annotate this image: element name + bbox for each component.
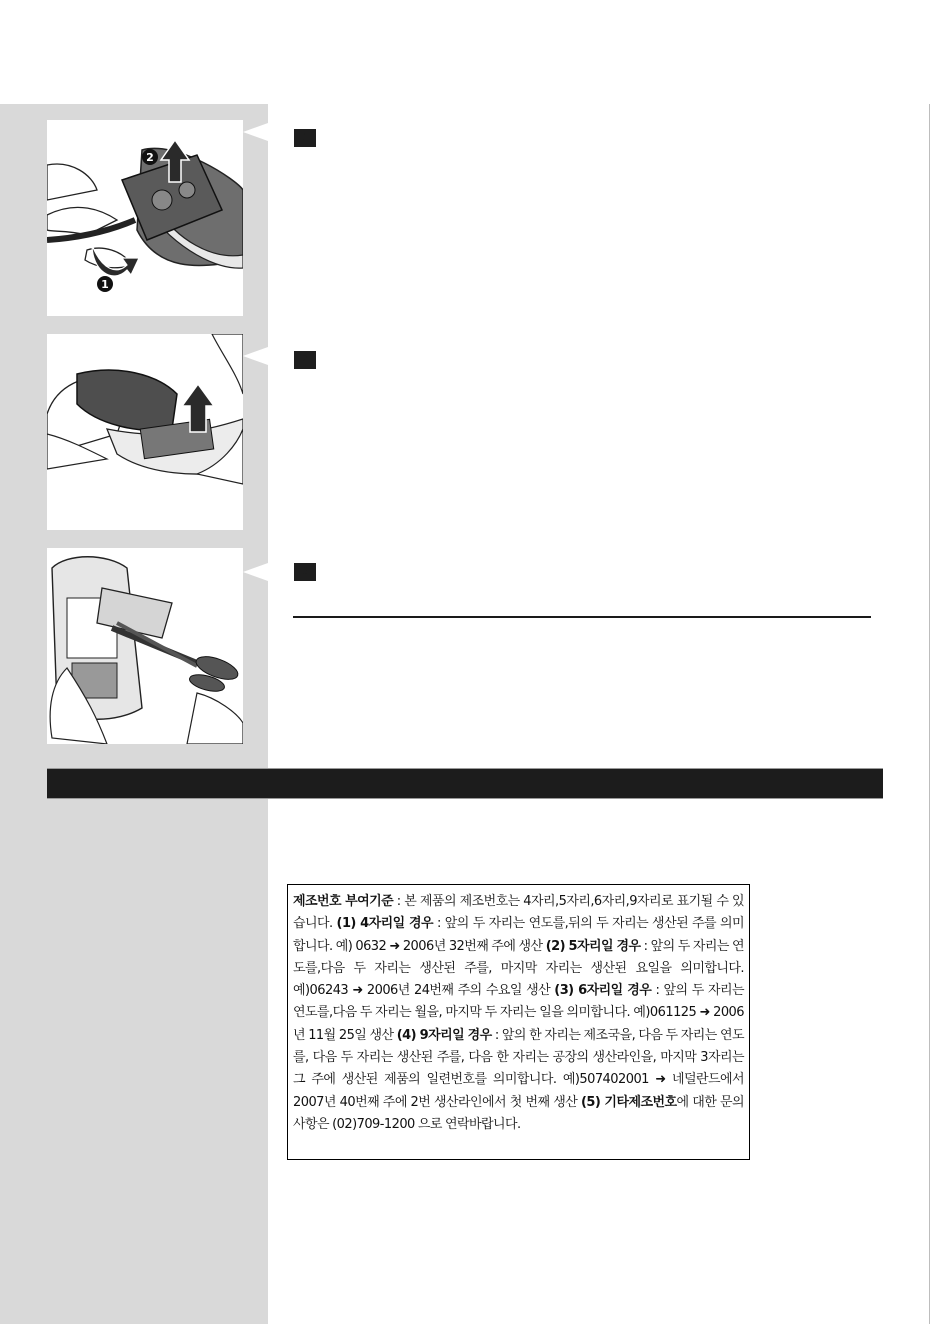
panel-pointer (243, 563, 268, 581)
step-number-box-1 (294, 129, 316, 147)
notice-title: 제조번호 부여기준 (293, 894, 394, 909)
right-margin-line (929, 104, 930, 1324)
notice-intro: : 본 제품의 제조번호는 4자리,5자리,6자리,9자리로 표기될 수 있습니다. (293, 894, 744, 932)
serial-number-notice (287, 884, 750, 1160)
callout-number-icon: 2 (146, 151, 154, 164)
step-number: 1 (301, 132, 309, 143)
illustration-cut-wires (47, 548, 243, 744)
step-number-box-3 (294, 563, 316, 581)
panel-pointer (243, 347, 268, 365)
case-5-label: (5) 기타제조번호 (581, 1094, 677, 1110)
section-title (47, 776, 55, 790)
step-number: 3 (301, 566, 309, 577)
horizontal-rule (293, 616, 871, 618)
step-number: 2 (301, 354, 309, 365)
case-5-text: 에 대한 문의사항은 (02)709-1200 으로 연락바랍니다. (293, 1094, 744, 1132)
callout-number-icon: 1 (101, 278, 109, 291)
panel-pointer (243, 123, 268, 141)
case-2-label: (2) 5자리일 경우 (545, 938, 641, 954)
case-4-text: : 앞의 한 자리는 제조국을, 다음 두 자리는 연도를, 다음 두 자리는 생산된 주를, 다음 한 자리는 공장의 생산라인을, 마지막 3자리는 그 주에 생산된 제품의 일련번호를 의미합니다. 예)507402001 ➜ 네덜란드에서 2007년 40번째 주에 2번 생산라인에서 첫 번째 생산 (293, 1027, 744, 1110)
step-number-box-2 (294, 351, 316, 369)
case-3-label: (3) 6자리일 경우 (554, 983, 652, 999)
case-1-label: (1) 4자리일 경우 (336, 916, 434, 932)
case-4-label: (4) 9자리일 경우 (396, 1027, 492, 1043)
illustration-remove-board (47, 334, 243, 530)
case-1-text: : 앞의 두 자리는 연도를,뒤의 두 자리는 생산된 주를 의미합니다. 예) 0632 ➜ 2006년 32번째 주에 생산 (293, 916, 744, 954)
case-2-text: : 앞의 두 자리는 연도를,다음 두 자리는 생산된 주를, 마지막 자리는 생산된 요일을 의미합니다.예)06243 ➜ 2006년 24번째 주의 수요일 생산 (293, 938, 745, 999)
section-header-bar (47, 768, 883, 799)
illustration-open-shaver (47, 120, 243, 316)
case-3-text: : 앞의 두 자리는 연도를,다음 두 자리는 월을, 마지막 두 자리는 일을 의미합니다. 예)061125 ➜ 2006년 11월 25일 생산 (293, 983, 744, 1043)
